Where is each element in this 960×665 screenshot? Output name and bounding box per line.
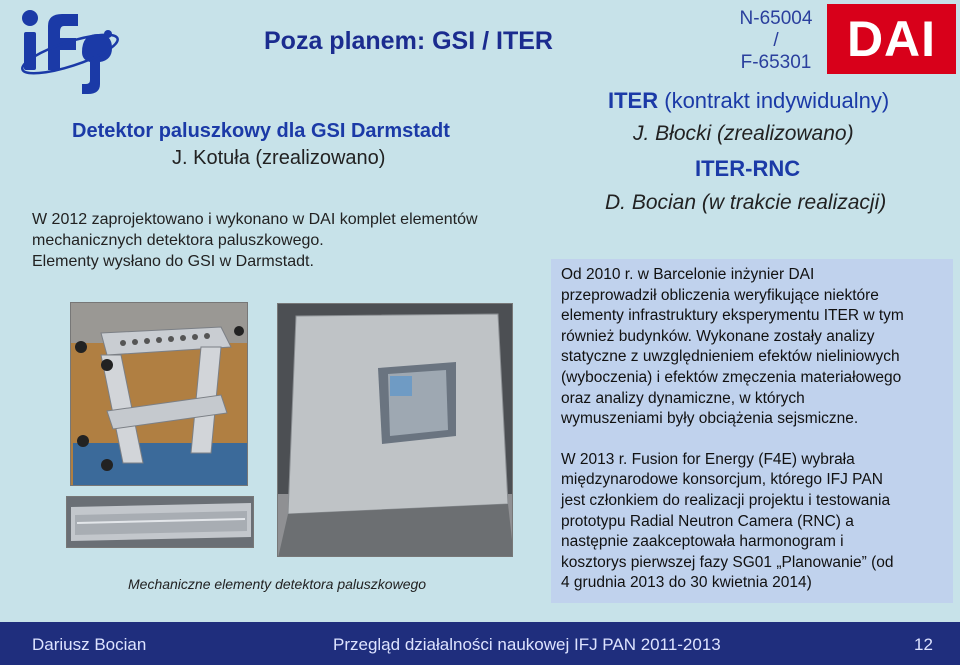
text-line: prototypu Radial Neutron Camera (RNC) a (561, 512, 854, 530)
info-paragraph-1 (561, 265, 945, 430)
page-number: 12 (914, 635, 933, 654)
footer-author: Dariusz Bocian (32, 635, 147, 654)
code-line: F-65301 (740, 52, 812, 73)
ifj-logo-icon (12, 4, 124, 96)
code-line: / (773, 30, 779, 51)
info-paragraph-2 (561, 450, 945, 594)
iter-info-box (551, 259, 953, 603)
text-line: międzynarodowe konsorcjum, którego IFJ PAN (561, 471, 883, 489)
detector-photo-2 (277, 303, 513, 557)
gsi-subheading: J. Kotuła (zrealizowano) (172, 147, 386, 169)
text-line: również budynków. Wykonane zostały analizy (561, 327, 875, 345)
text-line: kosztorys pierwszej fazy SG01 „Planowanie” (od (561, 553, 894, 571)
iter-heading (608, 88, 889, 114)
iter-label: ITER (608, 88, 659, 113)
photo-caption: Mechaniczne elementy detektora paluszkowego (128, 576, 427, 592)
iter-rnc-heading: ITER-RNC (695, 156, 801, 181)
text-line: oraz analizy dynamiczne, w których (561, 389, 805, 407)
detector-photo-3 (66, 496, 254, 548)
text-line: W 2013 r. Fusion for Energy (F4E) wybrała (561, 450, 855, 468)
text-line: W 2012 zaprojektowano i wykonano w DAI komplet elementów (32, 211, 478, 228)
code-line: N-65004 (739, 8, 813, 29)
text-line: Elementy wysłano do GSI w Darmstadt. (32, 253, 314, 270)
text-line: Od 2010 r. w Barcelonie inżynier DAI (561, 266, 815, 283)
iter-contract: (kontrakt indywidualny) (658, 88, 890, 113)
text-line: wymuszeniami były obciążenia sejsmiczne. (561, 410, 859, 428)
text-line: elementy infrastruktury eksperymentu ITER w tym (561, 307, 904, 325)
rnc-person: D. Bocian (w trakcie realizacji) (605, 191, 887, 214)
page-title: Poza planem: GSI / ITER (264, 27, 553, 55)
text-line: 4 grudnia 2013 do 30 kwietnia 2014) (561, 574, 812, 592)
gsi-description (32, 209, 532, 272)
text-line: (wyboczenia) i efektów zmęczenia materiałowego (561, 368, 902, 386)
footer-title: Przegląd działalności naukowej IFJ PAN 2011-2013 (333, 635, 721, 654)
text-line: statyczne z uwzględnieniem efektów nieliniowych (561, 348, 900, 366)
gsi-heading: Detektor paluszkowy dla GSI Darmstadt (72, 120, 450, 142)
text-line: jest członkiem do realizacji projektu i testowania (561, 491, 891, 509)
detector-photo-1 (70, 302, 248, 486)
iter-person: J. Błocki (zrealizowano) (633, 122, 854, 145)
footer-bar (0, 622, 960, 665)
text-line: mechanicznych detektora paluszkowego. (32, 232, 324, 249)
text-line: przeprowadził obliczenia weryfikujące niektóre (561, 286, 879, 304)
document-code (728, 8, 824, 74)
dai-badge: DAI (827, 4, 956, 74)
text-line: następnie zaakceptowała harmonogram i (561, 533, 844, 551)
